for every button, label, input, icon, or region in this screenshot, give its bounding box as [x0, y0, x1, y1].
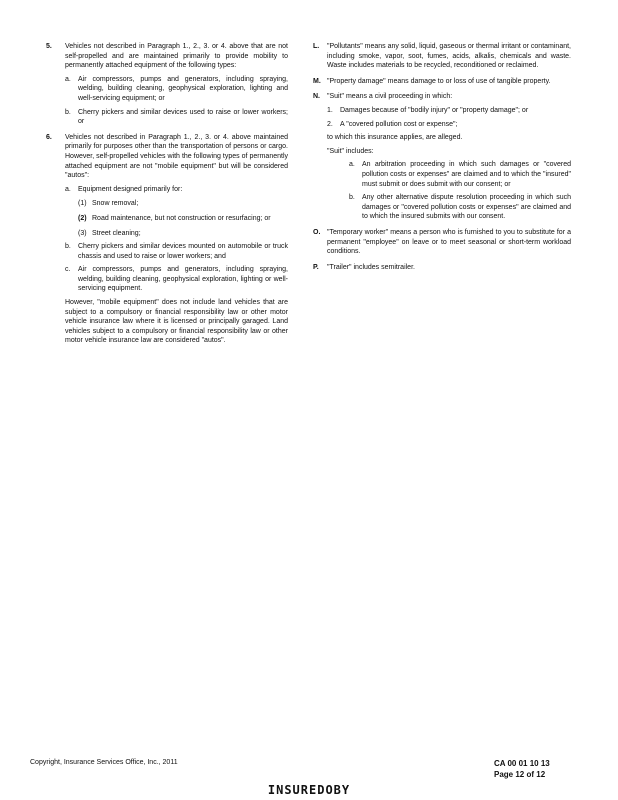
item-text: "Pollutants" means any solid, liquid, gaseous or thermal irritant or contaminant, including smoke, vapor, soot, fumes, acids, alkalis, chemicals and waste. Waste includes materials to be recycled, reconditioned or reclaimed.	[327, 43, 571, 70]
subitem-label: b.	[65, 108, 71, 116]
item-text: "Trailer" includes semitrailer.	[327, 263, 415, 271]
subitem-text: Road maintenance, but not construction or resurfacing; or	[92, 214, 271, 222]
subitem-label: (2)	[78, 214, 87, 222]
definition-L	[313, 42, 571, 71]
subitem-6a2	[78, 214, 288, 224]
subitem-text: Cherry pickers and similar devices used to raise or lower workers; or	[78, 108, 288, 126]
subitem-5b	[65, 108, 288, 127]
subitem-text: Air compressors, pumps and generators, including spraying, welding, building cleaning, geophysical exploration, lighting and well-servicing equipment; or	[78, 75, 288, 102]
continuation-text: to which this insurance applies, are alleged.	[327, 134, 463, 142]
item-number: 5.	[46, 43, 52, 50]
subitem-N1	[327, 106, 571, 116]
item-6	[46, 133, 288, 346]
item-text: Vehicles not described in Paragraph 1., 2., 3. or 4. above maintained primarily for purposes other than the transportation of persons or cargo. However, self-propelled vehicles with the following types of permanently attached equipment are not "mobile equipment" but will be considered "autos":	[65, 133, 288, 180]
subitem-label: 1.	[327, 106, 333, 114]
subitem-6a	[65, 185, 288, 238]
form-number: CA 00 01 10 13	[494, 759, 550, 768]
subitem-text: Damages because of "bodily injury" or "property damage"; or	[340, 106, 529, 114]
subitem-Na	[349, 160, 571, 189]
item-text: "Property damage" means damage to or loss of use of tangible property.	[327, 77, 551, 85]
subitem-5a	[65, 75, 288, 104]
item-text: "Suit" means a civil proceeding in which:	[327, 93, 453, 101]
subitem-6a3	[78, 229, 288, 239]
subitem-text: Cherry pickers and similar devices mounted on automobile or truck chassis and used to raise or lower workers; and	[78, 243, 288, 260]
item-number: O.	[313, 228, 321, 236]
item-number: N.	[313, 93, 320, 101]
subitem-label: a.	[65, 185, 71, 193]
definition-P	[313, 263, 571, 273]
item-5	[46, 42, 288, 127]
subitem-text: Equipment designed primarily for:	[78, 185, 183, 193]
closing-paragraph: However, "mobile equipment" does not include land vehicles that are subject to a compulsory or financial responsibility law or other motor vehicle insurance law where it is licensed or principally garaged. Land vehicles subject to a compulsory or financial responsibility law or other motor vehicle insurance law are considered "autos".	[65, 299, 288, 345]
page-number: Page 12 of 12	[494, 770, 546, 779]
definition-N	[313, 92, 571, 222]
subitem-text: An arbitration proceeding in which such damages or "covered pollution costs or expenses" are claimed and to which the "insured" must submit or does submit with our consent; or	[362, 161, 571, 188]
subitem-label: (3)	[78, 229, 87, 237]
item-text: "Temporary worker" means a person who is furnished to you to substitute for a permanent "employee" on leave or to meet seasonal or short-term workload conditions.	[327, 228, 571, 256]
item-number: P.	[313, 263, 319, 271]
item-text: Vehicles not described in Paragraph 1., 2., 3. or 4. above that are not self-propelled and are maintained primarily to provide mobility to permanently attached equipment of the following types:	[65, 43, 288, 70]
subitem-label: c.	[65, 266, 71, 274]
form-info	[494, 758, 550, 780]
subitem-Nb	[349, 193, 571, 222]
subitem-text: Snow removal;	[92, 200, 139, 208]
subitem-label: b.	[349, 194, 355, 202]
subitem-6b	[65, 242, 288, 261]
definition-O	[313, 228, 571, 257]
subitem-text: Any other alternative dispute resolution proceeding in which such damages or "covered pollution costs or expenses" are claimed and to which the insured submits with our consent.	[362, 194, 571, 221]
subitem-label: a.	[65, 75, 71, 83]
subitem-label: a.	[349, 161, 355, 169]
subitem-6c	[65, 265, 288, 294]
copyright-notice: Copyright, Insurance Services Office, Inc., 2011	[30, 759, 178, 766]
subitem-6a1	[78, 199, 288, 209]
item-number: L.	[313, 43, 320, 50]
right-column	[313, 42, 571, 278]
subitem-N2	[327, 120, 571, 130]
subitem-label: b.	[65, 243, 71, 251]
subitem-text: Street cleaning;	[92, 229, 141, 237]
item-number: M.	[313, 77, 321, 85]
left-column	[46, 42, 288, 352]
subitem-text: A "covered pollution cost or expense";	[340, 120, 458, 128]
item-number: 6.	[46, 133, 52, 141]
subitem-text: Air compressors, pumps and generators, including spraying, welding, building cleaning, geophysical exploration, lighting or well-servicing equipment.	[78, 266, 288, 293]
definition-M	[313, 77, 571, 87]
includes-heading: "Suit" includes:	[327, 147, 374, 155]
brand-watermark: INSUREDOBY	[267, 783, 351, 797]
subitem-label: 2.	[327, 120, 333, 128]
subitem-label: (1)	[78, 200, 87, 208]
